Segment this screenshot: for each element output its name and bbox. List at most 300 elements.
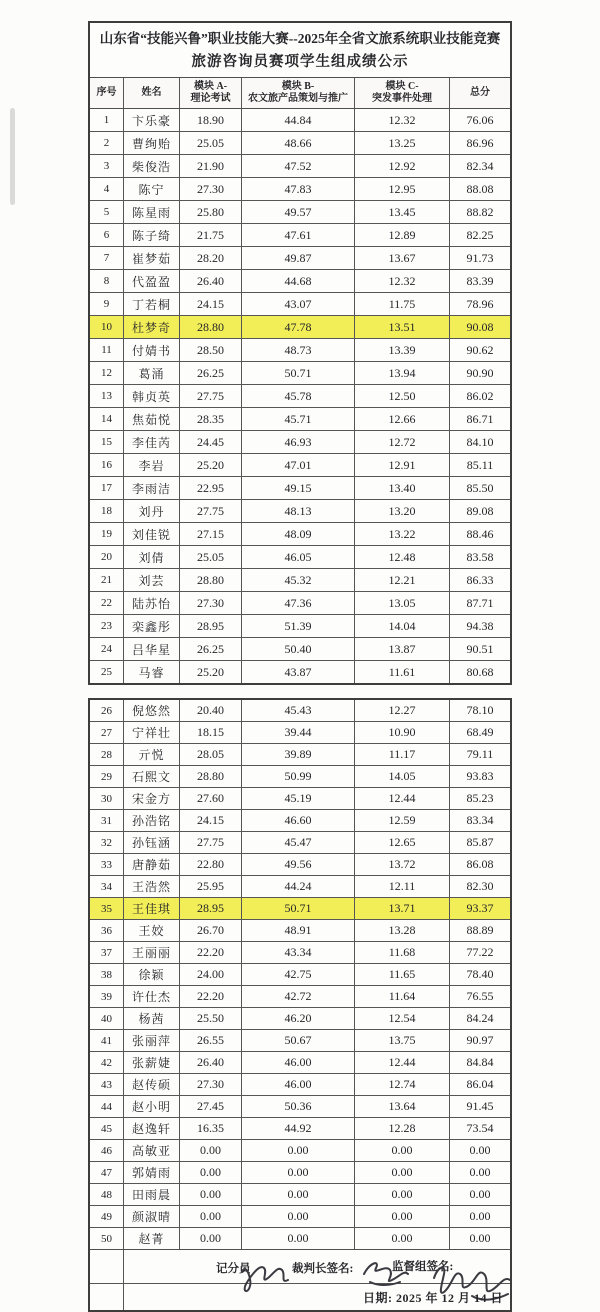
table-row — [90, 700, 510, 722]
cell-module-c: 13.75 — [355, 1030, 450, 1051]
cell-name: 李佳芮 — [124, 431, 180, 453]
cell-name: 付婧书 — [124, 339, 180, 361]
table-row — [90, 546, 510, 569]
cell-index: 48 — [90, 1184, 124, 1205]
cell-index: 8 — [90, 270, 124, 292]
cell-total: 85.11 — [466, 457, 494, 472]
cell-index: 2 — [90, 132, 124, 154]
cell-total: 83.34 — [466, 813, 494, 827]
cell-module-a: 27.30 — [180, 592, 242, 614]
cell-name: 代盈盈 — [124, 270, 180, 292]
cell-total: 93.83 — [466, 769, 494, 783]
cell-module-a: 27.75 — [180, 385, 242, 407]
table-row — [90, 1140, 510, 1162]
table-header-row — [90, 78, 510, 109]
cell-total: 86.71 — [466, 411, 494, 426]
cell-module-c: 13.39 — [355, 339, 450, 361]
table1-body — [90, 109, 510, 683]
cell-name: 刘倩 — [124, 546, 180, 568]
cell-name: 崔梦茹 — [124, 247, 180, 269]
cell-name: 赵小明 — [124, 1096, 180, 1117]
cell-module-a: 25.20 — [180, 661, 242, 683]
cell-module-c: 12.28 — [355, 1118, 450, 1139]
document-title-line1: 山东省“技能兴鲁”职业技能大赛--2025年全省文旅系统职业技能竞赛 — [99, 31, 501, 46]
cell-module-a: 18.15 — [180, 722, 242, 743]
cell-name: 栾鑫彤 — [124, 615, 180, 637]
cell-module-c: 0.00 — [355, 1228, 450, 1249]
table-row — [90, 270, 510, 293]
cell-name: 赵逸轩 — [124, 1118, 180, 1139]
cell-module-c: 13.25 — [355, 132, 450, 154]
cell-module-b: 45.47 — [242, 832, 355, 853]
table-row — [90, 832, 510, 854]
cell-module-b: 45.78 — [242, 385, 355, 407]
cell-index: 37 — [90, 942, 124, 963]
table-row — [90, 1206, 510, 1228]
cell-module-c: 0.00 — [355, 1162, 450, 1183]
cell-module-c: 11.68 — [355, 942, 450, 963]
cell-module-b: 46.60 — [242, 810, 355, 831]
cell-name: 田雨晨 — [124, 1184, 180, 1205]
table-row-highlighted — [90, 898, 510, 920]
cell-module-b: 0.00 — [242, 1162, 355, 1183]
table-row — [90, 523, 510, 546]
cell-module-a: 25.05 — [180, 546, 242, 568]
cell-module-a: 26.25 — [180, 362, 242, 384]
cell-module-a: 21.75 — [180, 224, 242, 246]
cell-name: 王浩然 — [124, 876, 180, 897]
cell-module-a: 26.55 — [180, 1030, 242, 1051]
cell-module-a: 25.50 — [180, 1008, 242, 1029]
cell-module-c: 13.72 — [355, 854, 450, 875]
cell-module-b: 39.44 — [242, 722, 355, 743]
cell-name: 葛涌 — [124, 362, 180, 384]
cell-module-b: 47.52 — [242, 155, 355, 177]
cell-module-b: 48.73 — [242, 339, 355, 361]
table-row — [90, 454, 510, 477]
cell-total: 0.00 — [469, 1187, 491, 1201]
cell-module-a: 28.80 — [180, 316, 242, 338]
table-row — [90, 1008, 510, 1030]
cell-module-a: 28.35 — [180, 408, 242, 430]
table-row — [90, 876, 510, 898]
cell-module-b: 48.13 — [242, 500, 355, 522]
header-col-module-a: 模块 A- 理论考试 — [180, 78, 242, 108]
cell-module-a: 26.25 — [180, 638, 242, 660]
cell-total: 73.54 — [466, 1121, 494, 1135]
cell-total: 88.08 — [466, 181, 494, 196]
cell-index: 7 — [90, 247, 124, 269]
cell-index: 24 — [90, 638, 124, 660]
table-row — [90, 1118, 510, 1140]
cell-module-a: 27.75 — [180, 500, 242, 522]
cell-name: 颜淑晴 — [124, 1206, 180, 1227]
table-row — [90, 592, 510, 615]
cell-module-b: 47.83 — [242, 178, 355, 200]
cell-name: 唐静茹 — [124, 854, 180, 875]
table-row — [90, 431, 510, 454]
cell-module-c: 12.91 — [355, 454, 450, 476]
cell-module-c: 12.92 — [355, 155, 450, 177]
cell-total: 90.97 — [466, 1033, 494, 1047]
cell-module-b: 46.93 — [242, 431, 355, 453]
table-row — [90, 1052, 510, 1074]
table-row — [90, 766, 510, 788]
cell-index: 28 — [90, 744, 124, 765]
cell-module-b: 46.20 — [242, 1008, 355, 1029]
cell-module-c: 13.05 — [355, 592, 450, 614]
cell-name: 吕华星 — [124, 638, 180, 660]
cell-name: 亓悦 — [124, 744, 180, 765]
supervisor-label: 监督组签名: — [392, 1261, 454, 1273]
cell-module-b: 50.99 — [242, 766, 355, 787]
cell-module-a: 25.05 — [180, 132, 242, 154]
table-row — [90, 500, 510, 523]
cell-module-b: 48.66 — [242, 132, 355, 154]
cell-index: 35 — [90, 898, 124, 919]
cell-name: 张薪婕 — [124, 1052, 180, 1073]
cell-module-b: 45.19 — [242, 788, 355, 809]
signature-row — [90, 1250, 510, 1284]
cell-name: 徐颖 — [124, 964, 180, 985]
cell-module-c: 12.65 — [355, 832, 450, 853]
table-row — [90, 224, 510, 247]
cell-module-c: 11.75 — [355, 293, 450, 315]
cell-module-c: 13.45 — [355, 201, 450, 223]
cell-total: 90.08 — [450, 316, 510, 338]
cell-module-a: 25.80 — [180, 201, 242, 223]
cell-module-a: 27.15 — [180, 523, 242, 545]
cell-total: 78.40 — [466, 967, 494, 981]
cell-index: 11 — [90, 339, 124, 361]
table-row — [90, 964, 510, 986]
cell-module-c: 12.32 — [355, 270, 450, 292]
cell-module-c: 14.05 — [355, 766, 450, 787]
cell-module-a: 0.00 — [180, 1206, 242, 1227]
cell-index: 23 — [90, 615, 124, 637]
cell-module-b: 50.71 — [242, 362, 355, 384]
cell-total: 0.00 — [469, 1231, 491, 1245]
cell-name: 丁若桐 — [124, 293, 180, 315]
cell-index: 44 — [90, 1096, 124, 1117]
cell-module-c: 13.87 — [355, 638, 450, 660]
cell-index: 12 — [90, 362, 124, 384]
cell-name: 宋金方 — [124, 788, 180, 809]
cell-name: 曹绚贻 — [124, 132, 180, 154]
cell-module-a: 21.90 — [180, 155, 242, 177]
cell-index: 49 — [90, 1206, 124, 1227]
cell-total: 0.00 — [469, 1165, 491, 1179]
cell-module-c: 12.44 — [355, 788, 450, 809]
cell-module-b: 48.91 — [242, 920, 355, 941]
table-row — [90, 1228, 510, 1250]
cell-module-a: 18.90 — [180, 109, 242, 131]
cell-total: 79.11 — [466, 747, 494, 761]
cell-total: 68.49 — [466, 725, 494, 739]
cell-name: 马睿 — [124, 661, 180, 683]
cell-module-c: 12.21 — [355, 569, 450, 591]
cell-module-c: 13.67 — [355, 247, 450, 269]
cell-module-a: 25.95 — [180, 876, 242, 897]
cell-name: 王丽丽 — [124, 942, 180, 963]
cell-total: 94.38 — [466, 618, 494, 633]
cell-name: 刘丹 — [124, 500, 180, 522]
cell-module-a: 28.95 — [180, 615, 242, 637]
cell-name: 柴俊浩 — [124, 155, 180, 177]
cell-module-a: 25.20 — [180, 454, 242, 476]
cell-total: 85.23 — [466, 791, 494, 805]
cell-module-c: 0.00 — [355, 1206, 450, 1227]
table-row — [90, 920, 510, 942]
cell-index: 14 — [90, 408, 124, 430]
cell-total: 84.24 — [466, 1011, 494, 1025]
cell-total: 86.96 — [466, 135, 494, 150]
cell-module-a: 28.20 — [180, 247, 242, 269]
cell-module-b: 47.61 — [242, 224, 355, 246]
cell-module-b: 45.43 — [242, 700, 355, 721]
cell-index: 22 — [90, 592, 124, 614]
cell-module-a: 24.45 — [180, 431, 242, 453]
cell-name: 孙浩铭 — [124, 810, 180, 831]
cell-name: 赵传硕 — [124, 1074, 180, 1095]
cell-name: 孙钰涵 — [124, 832, 180, 853]
cell-index: 20 — [90, 546, 124, 568]
score-announcement-document — [88, 21, 512, 1312]
cell-module-a: 26.70 — [180, 920, 242, 941]
cell-index: 26 — [90, 700, 124, 721]
table-row — [90, 408, 510, 431]
cell-module-b: 39.89 — [242, 744, 355, 765]
cell-total: 77.22 — [466, 945, 494, 959]
cell-total: 82.34 — [466, 158, 494, 173]
table-row — [90, 247, 510, 270]
document-title-line2: 旅游咨询员赛项学生组成绩公示 — [191, 54, 409, 70]
cell-module-a: 27.30 — [180, 178, 242, 200]
cell-index: 25 — [90, 661, 124, 683]
cell-name: 王佳琪 — [124, 898, 180, 919]
cell-module-b: 0.00 — [242, 1184, 355, 1205]
document-title — [90, 23, 510, 78]
cell-total: 90.51 — [466, 641, 494, 656]
cell-module-c: 12.50 — [355, 385, 450, 407]
date-text: 日期: 2025 年 12 月 14 日 — [363, 1290, 503, 1305]
table-row — [90, 744, 510, 766]
cell-module-c: 13.22 — [355, 523, 450, 545]
cell-index: 42 — [90, 1052, 124, 1073]
cell-index: 40 — [90, 1008, 124, 1029]
date-row-index-cell — [90, 1284, 124, 1310]
cell-module-c: 12.59 — [355, 810, 450, 831]
cell-total: 91.45 — [466, 1099, 494, 1113]
cell-module-b: 50.40 — [242, 638, 355, 660]
cell-module-c: 12.48 — [355, 546, 450, 568]
cell-module-a: 28.50 — [180, 339, 242, 361]
header-col-total: 总分 — [470, 87, 490, 98]
header-col-module-b: 模块 B- 农文旅产品策划与推广 — [242, 78, 355, 108]
cell-module-b: 47.78 — [242, 316, 355, 338]
cell-name: 赵菁 — [124, 1228, 180, 1249]
cell-total: 91.73 — [466, 250, 494, 265]
table-row — [90, 1096, 510, 1118]
cell-module-b: 45.32 — [242, 569, 355, 591]
cell-module-a: 16.35 — [180, 1118, 242, 1139]
table-row — [90, 854, 510, 876]
score-table-page1 — [88, 21, 512, 685]
cell-total: 0.00 — [469, 1209, 491, 1223]
cell-total: 78.96 — [466, 296, 494, 311]
cell-module-c: 12.11 — [355, 876, 450, 897]
table-row — [90, 986, 510, 1008]
cell-name: 焦茹悦 — [124, 408, 180, 430]
cell-total: 88.89 — [466, 923, 494, 937]
cell-module-c: 12.32 — [355, 109, 450, 131]
scorer-label: 记分员 — [216, 1263, 251, 1275]
cell-module-c: 13.20 — [355, 500, 450, 522]
cell-module-b: 46.05 — [242, 546, 355, 568]
cell-index: 47 — [90, 1162, 124, 1183]
cell-module-b: 44.24 — [242, 876, 355, 897]
cell-module-a: 24.15 — [180, 810, 242, 831]
cell-module-a: 26.40 — [180, 1052, 242, 1073]
table-row — [90, 810, 510, 832]
table-row — [90, 1074, 510, 1096]
table-row — [90, 362, 510, 385]
cell-module-c: 13.64 — [355, 1096, 450, 1117]
cell-name: 刘芸 — [124, 569, 180, 591]
cell-module-b: 51.39 — [242, 615, 355, 637]
table-row — [90, 661, 510, 683]
cell-module-c: 13.71 — [355, 898, 450, 919]
table-row — [90, 155, 510, 178]
cell-module-b: 46.00 — [242, 1074, 355, 1095]
cell-module-b: 49.87 — [242, 247, 355, 269]
cell-total: 88.82 — [466, 204, 494, 219]
table-row — [90, 109, 510, 132]
cell-name: 陈宁 — [124, 178, 180, 200]
cell-module-c: 13.51 — [355, 316, 450, 338]
cell-module-a: 24.15 — [180, 293, 242, 315]
cell-index: 36 — [90, 920, 124, 941]
table-row — [90, 615, 510, 638]
cell-index: 32 — [90, 832, 124, 853]
cell-module-c: 12.89 — [355, 224, 450, 246]
cell-name: 张丽萍 — [124, 1030, 180, 1051]
cell-module-b: 44.84 — [242, 109, 355, 131]
cell-total: 89.08 — [466, 503, 494, 518]
table-row — [90, 339, 510, 362]
score-table-page2 — [88, 698, 512, 1312]
cell-module-b: 47.01 — [242, 454, 355, 476]
cell-name: 刘佳锐 — [124, 523, 180, 545]
cell-module-b: 43.07 — [242, 293, 355, 315]
table-row — [90, 132, 510, 155]
cell-module-b: 46.00 — [242, 1052, 355, 1073]
cell-module-a: 22.95 — [180, 477, 242, 499]
cell-total: 84.84 — [466, 1055, 494, 1069]
cell-module-a: 22.20 — [180, 986, 242, 1007]
header-col-index: 序号 — [90, 78, 124, 108]
cell-module-c: 13.28 — [355, 920, 450, 941]
cell-index: 9 — [90, 293, 124, 315]
cell-total: 83.39 — [466, 273, 494, 288]
cell-name: 高敏亚 — [124, 1140, 180, 1161]
date-row — [90, 1284, 510, 1310]
cell-module-a: 28.95 — [180, 898, 242, 919]
cell-index: 19 — [90, 523, 124, 545]
cell-module-b: 0.00 — [242, 1228, 355, 1249]
cell-total: 78.10 — [466, 703, 494, 717]
table-row — [90, 942, 510, 964]
cell-module-c: 11.61 — [355, 661, 450, 683]
cell-total: 76.06 — [466, 112, 494, 127]
cell-module-a: 20.40 — [180, 700, 242, 721]
cell-name: 李雨洁 — [124, 477, 180, 499]
cell-total: 93.37 — [450, 898, 510, 919]
cell-module-b: 43.34 — [242, 942, 355, 963]
cell-index: 45 — [90, 1118, 124, 1139]
table-row — [90, 477, 510, 500]
cell-module-b: 49.56 — [242, 854, 355, 875]
cell-index: 29 — [90, 766, 124, 787]
cell-total: 80.68 — [466, 664, 494, 679]
cell-index: 33 — [90, 854, 124, 875]
cell-module-b: 42.75 — [242, 964, 355, 985]
cell-module-c: 11.17 — [355, 744, 450, 765]
cell-module-b: 44.92 — [242, 1118, 355, 1139]
cell-module-b: 50.36 — [242, 1096, 355, 1117]
header-col-name: 姓名 — [124, 78, 180, 108]
table-row — [90, 1184, 510, 1206]
cell-index: 27 — [90, 722, 124, 743]
cell-name: 李岩 — [124, 454, 180, 476]
cell-module-c: 12.27 — [355, 700, 450, 721]
cell-module-b: 47.36 — [242, 592, 355, 614]
cell-module-b: 45.71 — [242, 408, 355, 430]
cell-module-b: 50.67 — [242, 1030, 355, 1051]
cell-module-b: 49.15 — [242, 477, 355, 499]
table-row-highlighted — [90, 316, 510, 339]
cell-total: 86.08 — [466, 857, 494, 871]
cell-index: 39 — [90, 986, 124, 1007]
table-row — [90, 178, 510, 201]
cell-module-b: 43.87 — [242, 661, 355, 683]
cell-index: 43 — [90, 1074, 124, 1095]
chief-judge-label: 裁判长签名: — [292, 1263, 354, 1275]
cell-module-a: 28.05 — [180, 744, 242, 765]
cell-module-c: 11.65 — [355, 964, 450, 985]
cell-module-a: 26.40 — [180, 270, 242, 292]
cell-module-b: 50.71 — [242, 898, 355, 919]
cell-module-a: 27.75 — [180, 832, 242, 853]
cell-index: 15 — [90, 431, 124, 453]
table-row — [90, 722, 510, 744]
cell-index: 50 — [90, 1228, 124, 1249]
cell-module-b: 48.09 — [242, 523, 355, 545]
cell-index: 13 — [90, 385, 124, 407]
cell-total: 82.30 — [466, 879, 494, 893]
cell-module-a: 24.00 — [180, 964, 242, 985]
cell-index: 1 — [90, 109, 124, 131]
cell-total: 90.90 — [466, 365, 494, 380]
cell-total: 87.71 — [466, 595, 494, 610]
cell-index: 4 — [90, 178, 124, 200]
cell-module-a: 28.80 — [180, 569, 242, 591]
cell-module-b: 49.57 — [242, 201, 355, 223]
cell-name: 陈子绮 — [124, 224, 180, 246]
table-row — [90, 1162, 510, 1184]
table-row — [90, 788, 510, 810]
cell-total: 86.04 — [466, 1077, 494, 1091]
